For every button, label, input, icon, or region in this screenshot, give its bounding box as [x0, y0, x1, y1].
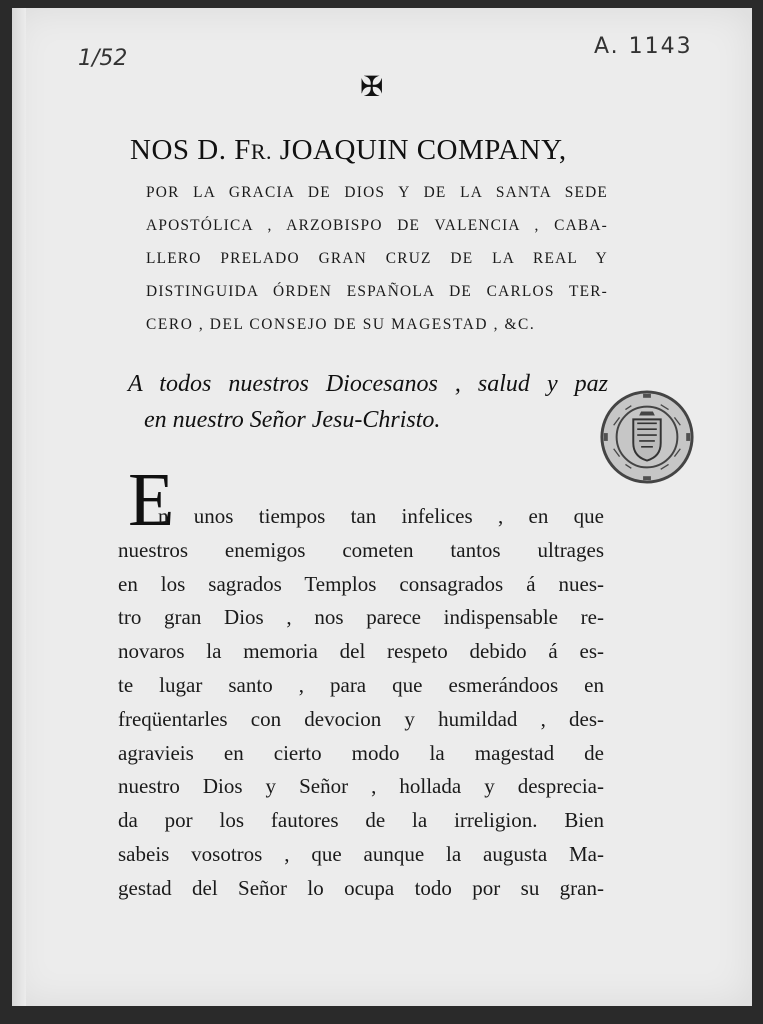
page-edge-shadow: [12, 8, 26, 1006]
body-line: nuestro Dios y Señor , hollada y desprecia-: [118, 774, 604, 799]
body-line: nuestros enemigos cometen tantos ultrages: [118, 537, 604, 562]
body-line: sabeis vosotros , que aunque la augusta Ma-: [118, 841, 604, 866]
body-line: da por los fautores de la irreligion. Bien: [118, 808, 604, 833]
title-main: NOS D. F: [130, 134, 251, 166]
body-line: agravieis en cierto modo la magestad de: [118, 740, 604, 765]
folio-annotation: 1/52: [78, 46, 128, 71]
body-line: te lugar santo , para que esmerándoos en: [118, 672, 604, 697]
library-seal-stamp-icon: [598, 388, 696, 486]
style-line: POR LA GRACIA DE DIOS Y DE LA SANTA SEDE: [146, 184, 608, 201]
style-line: LLERO PRELADO GRAN CRUZ DE LA REAL Y: [146, 250, 608, 267]
title-small: R.: [250, 139, 273, 164]
body-line: freqüentarles con devocion y humildad , des-: [118, 706, 604, 731]
style-line: CERO , DEL CONSEJO DE SU MAGESTAD , &C.: [146, 316, 536, 333]
salutation-line: en nuestro Señor Jesu-Christo.: [144, 407, 441, 433]
page-title: [130, 134, 567, 167]
body-line: novaros la memoria del respeto debido á es-: [118, 639, 604, 664]
drop-capital: E: [128, 458, 175, 542]
title-rest: JOAQUIN COMPANY,: [272, 134, 567, 166]
body-line: tro gran Dios , nos parece indispensable re-: [118, 605, 604, 630]
shelfmark-annotation: A. 1143: [594, 34, 693, 59]
title-styles-block: [146, 176, 608, 341]
style-line: APOSTÓLICA , ARZOBISPO DE VALENCIA , CABA-: [146, 217, 608, 234]
body-line: en los sagrados Templos consagrados á nues-: [118, 571, 604, 596]
cross-ornament-icon: ✠: [360, 70, 384, 103]
body-line: n unos tiempos tan infelices , en que: [158, 504, 604, 528]
body-text: [118, 500, 604, 906]
style-line: DISTINGUIDA ÓRDEN ESPAÑOLA DE CARLOS TER-: [146, 283, 608, 300]
salutation: [128, 366, 608, 438]
body-line: gestad del Señor lo ocupa todo por su gran-: [118, 875, 604, 900]
salutation-line: A todos nuestros Diocesanos , salud y paz: [128, 371, 608, 397]
